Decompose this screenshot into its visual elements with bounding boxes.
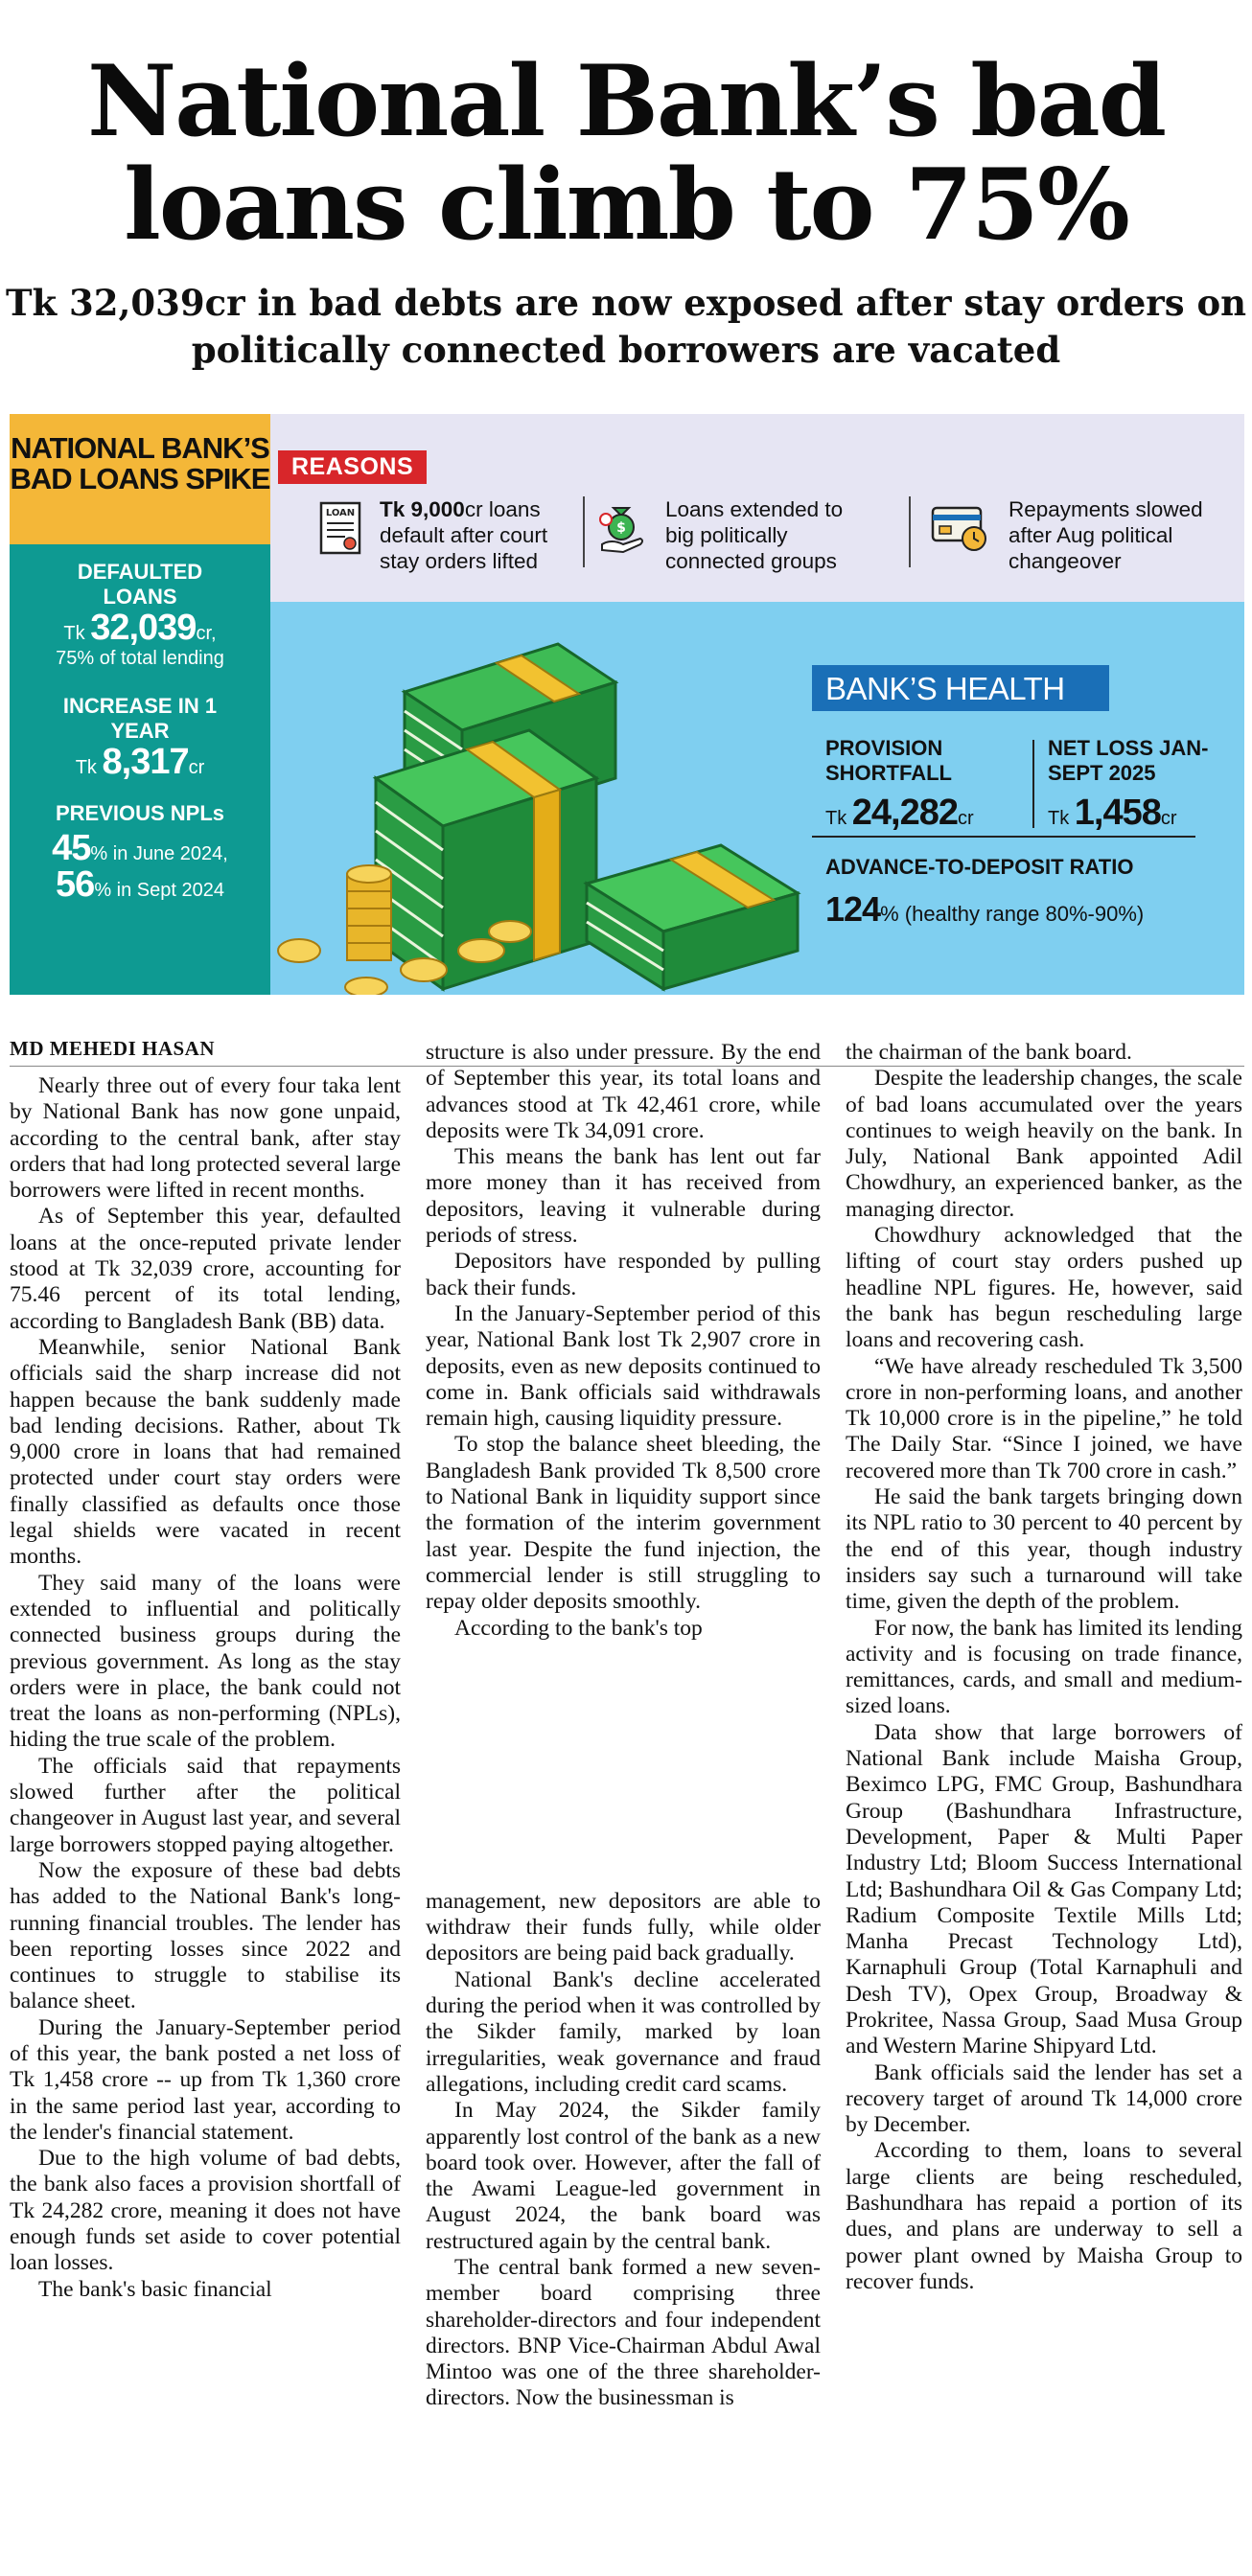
paragraph: Data show that large borrowers of National Bank include Maisha Group, Beximco LPG, FMC Group, Bashundhara Group (Bashundhara Infrastructure, Development, Paper & Multi Paper Industry Ltd; Bloom Success International Ltd; Bashundhara Oil & Gas Company Ltd; Radium Composite Textile Mills Ltd; Manha Precast Technology Ltd), Karnaphuli Group (Total Karnaphuli and Desh TV), Opex Group, Broadway & Prokritee, Nassa Group, Saad Musa Group and Western Marine Shipyard Ltd.	[846, 1719, 1242, 2059]
increase-value: 8,317	[102, 742, 189, 782]
reason-text: cr loans default after court stay orders lifted	[380, 497, 548, 573]
increase-stat	[10, 694, 270, 780]
paragraph: During the January-September period of this year, the bank posted a net loss of Tk 1,458 crore -- up from Tk 1,360 crore in the same period last year, according to the lender's financial statement.	[10, 2014, 401, 2145]
paragraph: Bank officials said the lender has set a recovery target of around Tk 14,000 crore by December.	[846, 2059, 1242, 2138]
reason-text: Repayments slowed after Aug political changeover	[1009, 497, 1203, 573]
paragraph: They said many of the loans were extended to influential and politically connected business groups during the previous government. As long as the stay orders were in place, the bank could not treat the loans as non-performing (NPLs), hiding the true scale of the problem.	[10, 1570, 401, 1753]
paragraph: National Bank's decline accelerated during the period when it was controlled by the Sikder family, marked by loan irregularities, weak governance and fraud allegations, including credit card scams.	[426, 1966, 821, 2097]
defaulted-loans-label: DEFAULTED LOANS	[77, 560, 203, 609]
bank-health-title: BANK’S HEALTH	[812, 665, 1109, 711]
paragraph: Despite the leadership changes, the scale of bad loans accumulated over the years continues to weigh heavily on the bank. In July, National Bank appointed Adil Chowdhury, an experienced banker, as the managing director.	[846, 1066, 1242, 1222]
increase-prefix: Tk	[75, 757, 97, 778]
net-loss-stat	[1048, 736, 1240, 838]
svg-text:LOAN: LOAN	[325, 508, 356, 518]
defaulted-note: 75% of total lending	[56, 648, 224, 669]
reason-item	[598, 494, 857, 577]
previous-npl-sept-text: % in Sept 2024	[94, 880, 224, 901]
reasons-and-health-panel	[270, 414, 1244, 995]
paragraph: The bank's basic financial	[38, 2276, 272, 2302]
paragraph: According to them, loans to several large clients are being rescheduled, Bashundhara has repaid a portion of its dues, and plans are underway to sell a power plant owned by Maisha Group to recover funds.	[846, 2138, 1242, 2294]
reasons-band	[270, 414, 1244, 602]
paragraph: In May 2024, the Sikder family apparently lost control of the bank as a new board took over. However, after the fall of the Awami League-led government in August 2024, the bank board was restructured again by the central bank.	[426, 2098, 821, 2254]
subheadline: Tk 32,039cr in bad debts are now exposed after stay orders on politically connected borrowers are vacated	[5, 282, 1247, 371]
health-rule	[812, 836, 1195, 838]
defaulted-loans-stat	[10, 560, 270, 671]
paragraph: To stop the balance sheet bleeding, the Bangladesh Bank provided Tk 8,500 crore to National Bank in liquidity support since the formation of the interim government last year. Despite the fund injection, the commercial lender is still struggling to repay older deposits smoothly.	[426, 1432, 821, 1615]
net-loss-unit: cr	[1160, 808, 1177, 829]
infographic-title: NATIONAL BANK’S BAD LOANS SPIKE	[10, 414, 270, 544]
previous-npl-sept-value: 56	[56, 864, 95, 905]
defaulted-prefix: Tk	[63, 623, 85, 644]
net-loss-value: 1,458	[1074, 793, 1161, 833]
increase-label: INCREASE IN 1 YEAR	[62, 694, 218, 743]
adr-value-line	[825, 889, 1144, 930]
paragraph: “We have already rescheduled Tk 3,500 crore in non-performing loans, and another Tk 10,000 crore is in the pipeline,” he told The Daily Star. “Since I joined, we have recovered more than Tk 700 crore in cash.”	[846, 1353, 1242, 1484]
reason-divider	[909, 496, 911, 567]
svg-text:$: $	[616, 520, 626, 536]
article-column-2	[426, 1040, 821, 2412]
paragraph: Meanwhile, senior National Bank officials said the sharp increase did not happen because the bank suddenly made bad lending decisions. Rather, about Tk 9,000 crore in loans that had remained protected under court stay orders were finally classified as defaults once those legal shields were vacated in recent months.	[10, 1334, 401, 1570]
reason-text: Loans extended to big politically connected groups	[665, 497, 844, 573]
adr-label: ADVANCE-TO-DEPOSIT RATIO	[825, 855, 1134, 879]
paragraph: Nearly three out of every four taka lent by National Bank has now gone unpaid, according to the central bank, after stay orders that had long protected several large borrowers were lifted in recent months.	[10, 1073, 401, 1204]
paragraph: According to the bank's top	[454, 1615, 703, 1641]
adr-note: % (healthy range 80%-90%)	[880, 902, 1145, 926]
loan-document-icon	[318, 500, 362, 556]
provision-value: 24,282	[851, 793, 959, 833]
previous-npl-june-text: % in June 2024,	[90, 843, 228, 864]
reason-divider	[583, 496, 585, 567]
provision-label: PROVISION SHORTFALL	[825, 736, 952, 785]
infographic	[10, 414, 1244, 995]
byline: MD MEHEDI HASAN	[10, 1037, 216, 1060]
paragraph: The central bank formed a new seven-member board comprising three shareholder-directors and four independent directors. BNP Vice-Chairman Abdul Awal Mintoo was one of the three shareholder-directors. Now the businessman is	[426, 2254, 821, 2411]
bad-loans-stats-panel	[10, 414, 270, 995]
defaulted-unit: cr,	[196, 623, 217, 644]
money-bag-hand-icon	[598, 500, 648, 556]
paragraph: Depositors have responded by pulling back their funds.	[426, 1249, 821, 1300]
paragraph: For now, the bank has limited its lending activity and is focusing on trade finance, remittances, cards, and small and medium-sized loans.	[846, 1615, 1242, 1719]
previous-npl-label: PREVIOUS NPLs	[55, 801, 225, 825]
paragraph: As of September this year, defaulted loans at the once-reputed private lender stood at Tk 32,039 crore, accounting for 75.46 percent of its total lending, according to Bangladesh Bank (BB) data.	[10, 1204, 401, 1334]
cash-and-coins-illustration	[270, 586, 807, 995]
paragraph: structure is also under pressure. By the end of September this year, its total loans and advances stood at Tk 42,461 crore, while deposits were Tk 34,091 crore.	[426, 1040, 821, 1143]
banknote-stack-icon	[587, 845, 798, 989]
paragraph: Now the exposure of these bad debts has added to the National Bank's long-running financial troubles. The lender has been reporting losses since 2022 and continues to struggle to stabilise its balance sheet.	[10, 1857, 401, 2014]
reasons-label: REASONS	[278, 450, 427, 484]
previous-npl-june-value: 45	[52, 828, 91, 868]
paragraph: The officials said that repayments slowed further after the political changeover in August last year, and several large borrowers stopped paying altogether.	[10, 1753, 401, 1857]
provision-prefix: Tk	[825, 808, 847, 829]
net-loss-prefix: Tk	[1048, 808, 1070, 829]
previous-npl-stat	[10, 801, 270, 903]
increase-unit: cr	[188, 757, 205, 778]
reason-amount: Tk 9,000	[380, 497, 465, 521]
health-divider	[1032, 740, 1034, 828]
payment-card-clock-icon	[930, 500, 991, 556]
bank-health-box	[812, 665, 1243, 929]
paragraph: Due to the high volume of bad debts, the bank also faces a provision shortfall of Tk 24,282 crore, meaning it does not have enough funds set aside to cover potential loan losses.	[10, 2146, 401, 2276]
adr-value: 124	[825, 889, 881, 929]
paragraph: This means the bank has lent out far more money than it has received from depositors, leaving it vulnerable during periods of stress.	[426, 1144, 821, 1249]
reason-item	[318, 494, 577, 577]
paragraph: the chairman of the bank board.	[846, 1040, 1132, 1065]
paragraph: In the January-September period of this year, National Bank lost Tk 2,907 crore in deposits, even as new deposits continued to come in. Bank officials said withdrawals remain high, causing liquidity pressure.	[426, 1300, 821, 1432]
defaulted-value: 32,039	[90, 608, 197, 648]
provision-unit: cr	[958, 808, 974, 829]
paragraph: management, new depositors are able to withdraw their funds fully, while older depositors are being paid back gradually.	[426, 1888, 821, 1966]
reason-item	[930, 494, 1217, 577]
net-loss-label: NET LOSS JAN-SEPT 2025	[1048, 736, 1209, 785]
column-gap	[426, 1642, 821, 1889]
provision-shortfall-stat	[825, 736, 1027, 838]
paragraph: He said the bank targets bringing down its NPL ratio to 30 percent to 40 percent by the end of this year, though industry insiders say such a turnaround will take time, given the depth of the problem.	[846, 1484, 1242, 1615]
headline: National Bank’s bad loans climb to 75%	[86, 44, 1166, 263]
article-column-1	[10, 1073, 401, 2303]
article-column-3	[846, 1040, 1242, 2295]
paragraph: Chowdhury acknowledged that the lifting of court stay orders pushed up headline NPL figures. He, however, said the bank has begun rescheduling large loans and recovering cash.	[846, 1223, 1242, 1353]
